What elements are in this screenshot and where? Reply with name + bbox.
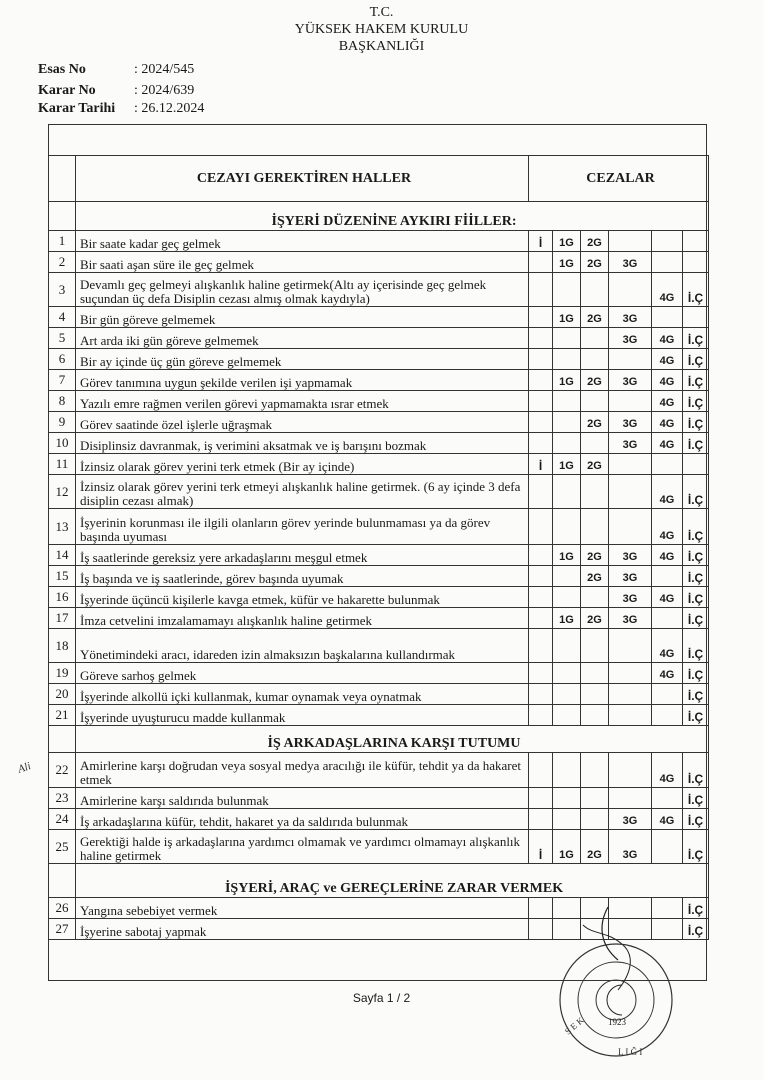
penalty-cell: 4G [652, 370, 683, 391]
offense-text: Art arda iki gün göreve gelmemek [76, 328, 529, 349]
penalty-cell: 4G [652, 509, 683, 545]
row-number: 8 [49, 391, 76, 412]
penalty-cell [609, 349, 652, 370]
row-number: 27 [49, 919, 76, 940]
table-row [49, 454, 709, 475]
offense-text: Gerektiği halde iş arkadaşlarına yardımcı olmamak ve yardımcı olmamayı alışkanlık haline getirmek [76, 830, 529, 864]
table-row [49, 566, 709, 587]
offense-text: Yazılı emre rağmen verilen görevi yapmamakta ısrar etmek [76, 391, 529, 412]
table-row [49, 608, 709, 629]
meta-label: Karar No [38, 83, 96, 98]
penalty-cell: İ.Ç [683, 898, 709, 919]
row-number: 14 [49, 545, 76, 566]
blank-cell [49, 726, 76, 753]
penalty-cell [529, 509, 553, 545]
penalty-cell [609, 788, 652, 809]
penalty-cell: 4G [652, 412, 683, 433]
penalty-cell [553, 809, 581, 830]
row-number: 6 [49, 349, 76, 370]
penalty-cell: İ.Ç [683, 788, 709, 809]
penalty-cell: İ.Ç [683, 545, 709, 566]
table-row [49, 629, 709, 663]
penalty-cell: 1G [553, 545, 581, 566]
penalty-cell [581, 663, 609, 684]
penalty-cell: 4G [652, 433, 683, 454]
penalty-cell: 2G [581, 830, 609, 864]
penalty-cell: 2G [581, 252, 609, 273]
penalty-cell [529, 566, 553, 587]
penalty-cell: 2G [581, 608, 609, 629]
row-number: 15 [49, 566, 76, 587]
penalty-cell: 4G [652, 629, 683, 663]
penalty-cell: 3G [609, 412, 652, 433]
penalty-cell: 3G [609, 252, 652, 273]
offense-text: Yangına sebebiyet vermek [76, 898, 529, 919]
penalty-cell [529, 370, 553, 391]
penalty-cell [652, 252, 683, 273]
penalty-cell: İ.Ç [683, 509, 709, 545]
penalty-cell: İ.Ç [683, 412, 709, 433]
section-header-row [49, 726, 709, 753]
meta-esas-no [38, 61, 194, 78]
penalty-cell [609, 509, 652, 545]
penalty-cell: 1G [553, 307, 581, 328]
penalty-cell: 3G [609, 545, 652, 566]
meta-label: Karar Tarihi [38, 101, 116, 116]
penalty-cell [581, 433, 609, 454]
offense-text: Amirlerine karşı saldırıda bulunmak [76, 788, 529, 809]
penalty-cell: İ.Ç [683, 684, 709, 705]
penalty-cell [581, 349, 609, 370]
offense-text: İzinsiz olarak görev yerini terk etmeyi alışkanlık haline getirmek. (6 ay içinde 3 defa disiplin cezası almak) [76, 475, 529, 509]
penalty-cell: İ.Ç [683, 809, 709, 830]
penalty-cell: 3G [609, 328, 652, 349]
row-number: 21 [49, 705, 76, 726]
header-tc: T.C. [369, 5, 394, 20]
penalty-cell [553, 587, 581, 608]
penalty-cell [529, 788, 553, 809]
offense-text: İşyerinde alkollü içki kullanmak, kumar oynamak veya oynatmak [76, 684, 529, 705]
penalty-cell [529, 412, 553, 433]
penalty-cell [609, 663, 652, 684]
penalty-cell [529, 663, 553, 684]
penalty-cell [609, 475, 652, 509]
header-presidency: BAŞKANLIĞI [338, 39, 425, 54]
penalty-cell: İ.Ç [683, 433, 709, 454]
offense-text: İmza cetvelini imzalamamayı alışkanlık haline getirmek [76, 608, 529, 629]
penalty-cell [581, 788, 609, 809]
penalty-cell [581, 753, 609, 788]
table-row [49, 391, 709, 412]
offense-text: Görev saatinde özel işlerle uğraşmak [76, 412, 529, 433]
penalty-cell: 4G [652, 391, 683, 412]
offense-text: Amirlerine karşı doğrudan veya sosyal medya aracılığı ile küfür, tehdit ya da hakaret etmek [76, 753, 529, 788]
penalty-cell [609, 454, 652, 475]
page-number: Sayfa 1 / 2 [352, 991, 411, 1005]
offense-text: Görev tanımına uygun şekilde verilen işi yapmamak [76, 370, 529, 391]
meta-value: : 2024/639 [134, 83, 195, 98]
section-title: İŞYERİ, ARAÇ ve GEREÇLERİNE ZARAR VERMEK [76, 864, 709, 898]
penalty-cell: İ.Ç [683, 919, 709, 940]
penalty-cell: 3G [609, 608, 652, 629]
offense-text: Bir ay içinde üç gün göreve gelmemek [76, 349, 529, 370]
offense-text: İşyerinde üçüncü kişilerle kavga etmek, küfür ve hakarette bulunmak [76, 587, 529, 608]
penalty-cell [683, 307, 709, 328]
penalty-table [48, 155, 709, 940]
table-row [49, 273, 709, 307]
meta-karar-no [38, 82, 194, 99]
margin-initials: Ali [16, 760, 33, 776]
penalty-cell: 3G [609, 587, 652, 608]
penalty-cell: İ [529, 454, 553, 475]
penalty-cell: İ.Ç [683, 587, 709, 608]
row-number: 5 [49, 328, 76, 349]
penalty-cell [652, 307, 683, 328]
row-number: 3 [49, 273, 76, 307]
table-row [49, 412, 709, 433]
table-row [49, 663, 709, 684]
penalty-cell [529, 608, 553, 629]
penalty-cell [529, 252, 553, 273]
offense-text: İşyerinin korunması ile ilgili olanların görev yerinde bulunmaması ya da görev başında uyuması [76, 509, 529, 545]
penalty-cell: İ.Ç [683, 370, 709, 391]
penalty-cell [609, 231, 652, 252]
offense-text: İş başında ve iş saatlerinde, görev başında uyumak [76, 566, 529, 587]
column-header-penalties: CEZALAR [529, 156, 709, 202]
penalty-cell [553, 663, 581, 684]
penalty-cell [652, 566, 683, 587]
penalty-cell: İ.Ç [683, 566, 709, 587]
penalty-cell [609, 753, 652, 788]
table-row [49, 252, 709, 273]
penalty-cell [581, 391, 609, 412]
penalty-cell: 1G [553, 454, 581, 475]
penalty-cell [683, 231, 709, 252]
penalty-cell [529, 809, 553, 830]
penalty-cell [529, 349, 553, 370]
penalty-cell: 4G [652, 349, 683, 370]
svg-text:1923: 1923 [608, 1017, 626, 1027]
penalty-cell: İ.Ç [683, 349, 709, 370]
penalty-cell: 4G [652, 587, 683, 608]
table-row [49, 433, 709, 454]
penalty-cell [683, 252, 709, 273]
offense-text: İşyerine sabotaj yapmak [76, 919, 529, 940]
penalty-cell: 3G [609, 433, 652, 454]
penalty-cell [581, 629, 609, 663]
penalty-cell [581, 587, 609, 608]
table-row [49, 788, 709, 809]
penalty-cell: İ.Ç [683, 629, 709, 663]
header-institution: YÜKSEK HAKEM KURULU [294, 22, 469, 37]
column-header-offenses: CEZAYI GEREKTİREN HALLER [76, 156, 529, 202]
penalty-cell [581, 475, 609, 509]
row-number: 12 [49, 475, 76, 509]
row-number: 22 [49, 753, 76, 788]
penalty-cell: 4G [652, 663, 683, 684]
penalty-cell [553, 705, 581, 726]
penalty-cell [529, 587, 553, 608]
table-row [49, 328, 709, 349]
row-number: 26 [49, 898, 76, 919]
offense-text: Disiplinsiz davranmak, iş verimini aksatmak ve iş barışını bozmak [76, 433, 529, 454]
penalty-cell: İ.Ç [683, 328, 709, 349]
penalty-cell: 1G [553, 608, 581, 629]
penalty-cell [652, 830, 683, 864]
row-number: 11 [49, 454, 76, 475]
penalty-cell [529, 705, 553, 726]
offense-text: İşyerinde uyuşturucu madde kullanmak [76, 705, 529, 726]
row-number: 19 [49, 663, 76, 684]
penalty-cell [652, 608, 683, 629]
penalty-cell: 4G [652, 273, 683, 307]
penalty-cell [529, 753, 553, 788]
offense-text: Devamlı geç gelmeyi alışkanlık haline getirmek(Altı ay içerisinde geç gelmek suçundan üç defa Disiplin cezası almış olmak kaydıyla) [76, 273, 529, 307]
penalty-cell: İ.Ç [683, 753, 709, 788]
penalty-cell [553, 788, 581, 809]
table-row [49, 705, 709, 726]
offense-text: Göreve sarhoş gelmek [76, 663, 529, 684]
penalty-cell: 2G [581, 412, 609, 433]
penalty-cell [581, 705, 609, 726]
penalty-cell: 3G [609, 830, 652, 864]
penalty-cell: 1G [553, 830, 581, 864]
penalty-cell: 2G [581, 231, 609, 252]
penalty-cell [581, 684, 609, 705]
penalty-cell: İ.Ç [683, 475, 709, 509]
table-row [49, 830, 709, 864]
svg-text:S E K: S E K [562, 1015, 586, 1037]
penalty-cell: İ [529, 830, 553, 864]
section-header-row [49, 864, 709, 898]
penalty-cell: 2G [581, 370, 609, 391]
penalty-cell: 2G [581, 307, 609, 328]
penalty-cell: 4G [652, 753, 683, 788]
offense-text: İş arkadaşlarına küfür, tehdit, hakaret ya da saldırıda bulunmak [76, 809, 529, 830]
penalty-cell [553, 328, 581, 349]
penalty-cell: 1G [553, 252, 581, 273]
meta-value: : 2024/545 [134, 62, 195, 77]
penalty-cell [609, 273, 652, 307]
meta-value: : 26.12.2024 [134, 101, 205, 116]
table-row [49, 753, 709, 788]
row-number: 2 [49, 252, 76, 273]
penalty-cell [581, 328, 609, 349]
penalty-cell: 4G [652, 328, 683, 349]
section-header-row [49, 202, 709, 231]
penalty-cell [529, 684, 553, 705]
section-title: İŞ ARKADAŞLARINA KARŞI TUTUMU [76, 726, 709, 753]
penalty-cell: 3G [609, 809, 652, 830]
penalty-cell [529, 629, 553, 663]
penalty-cell [529, 273, 553, 307]
table-row [49, 684, 709, 705]
table-row [49, 475, 709, 509]
table-row [49, 370, 709, 391]
penalty-cell [652, 788, 683, 809]
row-number: 18 [49, 629, 76, 663]
penalty-cell: İ.Ç [683, 663, 709, 684]
row-number: 25 [49, 830, 76, 864]
penalty-cell [609, 705, 652, 726]
penalty-cell [553, 433, 581, 454]
penalty-cell [553, 509, 581, 545]
penalty-cell [553, 412, 581, 433]
table-row [49, 587, 709, 608]
table-row [49, 809, 709, 830]
penalty-cell [553, 566, 581, 587]
meta-karar-tarihi [38, 100, 204, 117]
row-number: 23 [49, 788, 76, 809]
penalty-cell [683, 454, 709, 475]
penalty-cell [529, 307, 553, 328]
offense-text: İzinsiz olarak görev yerini terk etmek (Bir ay içinde) [76, 454, 529, 475]
penalty-cell [652, 454, 683, 475]
row-number: 16 [49, 587, 76, 608]
table-row [49, 307, 709, 328]
penalty-cell [581, 273, 609, 307]
penalty-cell [553, 391, 581, 412]
penalty-cell [581, 809, 609, 830]
penalty-cell [609, 391, 652, 412]
row-number: 9 [49, 412, 76, 433]
meta-label: Esas No [38, 62, 86, 77]
offense-text: Bir saati aşan süre ile geç gelmek [76, 252, 529, 273]
penalty-cell: 3G [609, 566, 652, 587]
penalty-cell: 4G [652, 475, 683, 509]
penalty-cell: 3G [609, 370, 652, 391]
row-number: 1 [49, 231, 76, 252]
blank-cell [49, 202, 76, 231]
penalty-cell [609, 629, 652, 663]
offense-text: Bir saate kadar geç gelmek [76, 231, 529, 252]
penalty-cell [553, 684, 581, 705]
row-number: 24 [49, 809, 76, 830]
penalty-cell [529, 433, 553, 454]
penalty-cell: İ.Ç [683, 830, 709, 864]
penalty-cell: 1G [553, 231, 581, 252]
row-number: 20 [49, 684, 76, 705]
table-row [49, 231, 709, 252]
penalty-cell: 2G [581, 566, 609, 587]
blank-cell [49, 156, 76, 202]
penalty-cell: İ.Ç [683, 391, 709, 412]
offense-text: İş saatlerinde gereksiz yere arkadaşlarını meşgul etmek [76, 545, 529, 566]
penalty-cell [529, 391, 553, 412]
penalty-cell: 2G [581, 545, 609, 566]
penalty-cell [529, 475, 553, 509]
penalty-cell [529, 328, 553, 349]
penalty-cell [553, 753, 581, 788]
row-number: 7 [49, 370, 76, 391]
penalty-cell [581, 509, 609, 545]
penalty-cell: 2G [581, 454, 609, 475]
penalty-cell [609, 684, 652, 705]
penalty-cell [529, 545, 553, 566]
penalty-cell [652, 684, 683, 705]
penalty-cell: İ.Ç [683, 608, 709, 629]
blank-cell [49, 864, 76, 898]
penalty-cell [553, 273, 581, 307]
table-row [49, 545, 709, 566]
penalty-cell: İ.Ç [683, 273, 709, 307]
penalty-cell: İ [529, 231, 553, 252]
table-row [49, 509, 709, 545]
section-title: İŞYERİ DÜZENİNE AYKIRI FİİLLER: [76, 202, 709, 231]
penalty-cell: İ.Ç [683, 705, 709, 726]
row-number: 17 [49, 608, 76, 629]
column-header-row [49, 156, 709, 202]
row-number: 10 [49, 433, 76, 454]
table-row [49, 349, 709, 370]
penalty-cell [553, 349, 581, 370]
official-seal [548, 905, 678, 1065]
penalty-cell: 3G [609, 307, 652, 328]
svg-text:L I Ğ I: L I Ğ I [618, 1047, 643, 1057]
penalty-cell: 4G [652, 545, 683, 566]
penalty-cell [652, 231, 683, 252]
row-number: 13 [49, 509, 76, 545]
penalty-cell: 4G [652, 809, 683, 830]
row-number: 4 [49, 307, 76, 328]
offense-text: Yönetimindeki aracı, idareden izin almaksızın başkalarına kullandırmak [76, 629, 529, 663]
penalty-cell [553, 475, 581, 509]
penalty-cell: 1G [553, 370, 581, 391]
penalty-cell [553, 629, 581, 663]
penalty-cell [652, 705, 683, 726]
offense-text: Bir gün göreve gelmemek [76, 307, 529, 328]
